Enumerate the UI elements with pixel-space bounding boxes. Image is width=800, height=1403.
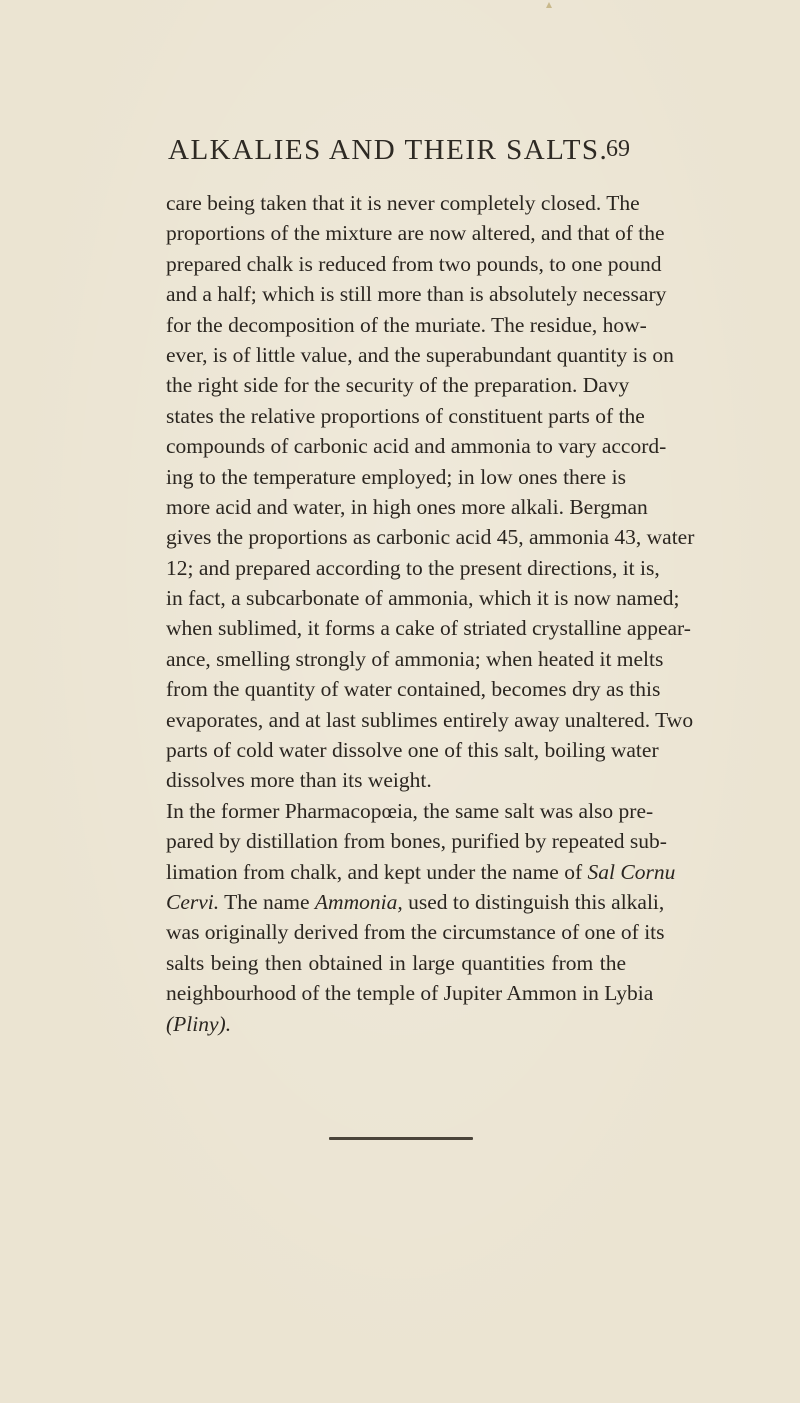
text-line: salts being then obtained in large quantities from the <box>166 950 626 975</box>
italic-term: Cervi. <box>166 889 220 914</box>
text-line <box>166 887 665 917</box>
text-line: ing to the temperature employed; in low ones there is <box>166 464 626 489</box>
text-line: proportions of the mixture are now altered, and that of the <box>166 221 665 246</box>
italic-term: Sal Cornu <box>587 859 676 884</box>
text-line: parts of cold water dissolve one of this salt, boiling water <box>166 738 659 763</box>
text-line: the right side for the security of the preparation. Davy <box>166 373 630 398</box>
text-line: ever, is of little value, and the superabundant quantity is on <box>166 342 674 367</box>
text-line <box>166 857 676 887</box>
text-line: prepared chalk is reduced from two pounds, to one pound <box>166 251 662 276</box>
print-mark <box>546 2 552 8</box>
text-line: evaporates, and at last sublimes entirely away unaltered. Two <box>166 707 694 732</box>
text-run: limation from chalk, and kept under the name of <box>166 859 583 884</box>
text-run: The name <box>224 889 310 914</box>
text-line: from the quantity of water contained, becomes dry as this <box>166 677 661 702</box>
text-line: when sublimed, it forms a cake of striated crystalline appear- <box>166 616 691 641</box>
text-line: in fact, a subcarbonate of ammonia, which it is now named; <box>166 586 680 611</box>
italic-term: Ammonia, <box>314 889 403 914</box>
running-head: ALKALIES AND THEIR SALTS. <box>168 134 609 166</box>
text-line <box>166 1009 626 1039</box>
text-line: for the decomposition of the muriate. The residue, how- <box>166 312 647 337</box>
text-line: In the former Pharmacopœia, the same salt was also pre- <box>166 798 654 823</box>
text-line: care being taken that it is never completely closed. The <box>166 191 640 215</box>
page-number: 69 <box>606 136 630 162</box>
text-line: ance, smelling strongly of ammonia; when heated it melts <box>166 646 664 671</box>
text-line: 12; and prepared according to the present directions, it is, <box>166 555 660 580</box>
text-line: pared by distillation from bones, purified by repeated sub- <box>166 829 667 854</box>
text-run: used to distinguish this alkali, <box>408 889 665 914</box>
text-line: and a half; which is still more than is absolutely necessary <box>166 282 667 307</box>
body-text <box>166 188 695 1039</box>
page-header <box>0 134 800 174</box>
section-divider <box>329 1137 473 1140</box>
text-line: was originally derived from the circumstance of one of its <box>166 920 665 945</box>
text-line: gives the proportions as carbonic acid 45, ammonia 43, water <box>166 525 695 550</box>
text-line: more acid and water, in high ones more alkali. Bergman <box>166 494 648 519</box>
text-line: neighbourhood of the temple of Jupiter Ammon in Lybia <box>166 981 654 1006</box>
text-line: dissolves more than its weight. <box>166 768 432 793</box>
text-line: states the relative proportions of constituent parts of the <box>166 403 645 428</box>
text-line: compounds of carbonic acid and ammonia to vary accord- <box>166 434 667 459</box>
italic-term: (Pliny). <box>166 1011 232 1036</box>
